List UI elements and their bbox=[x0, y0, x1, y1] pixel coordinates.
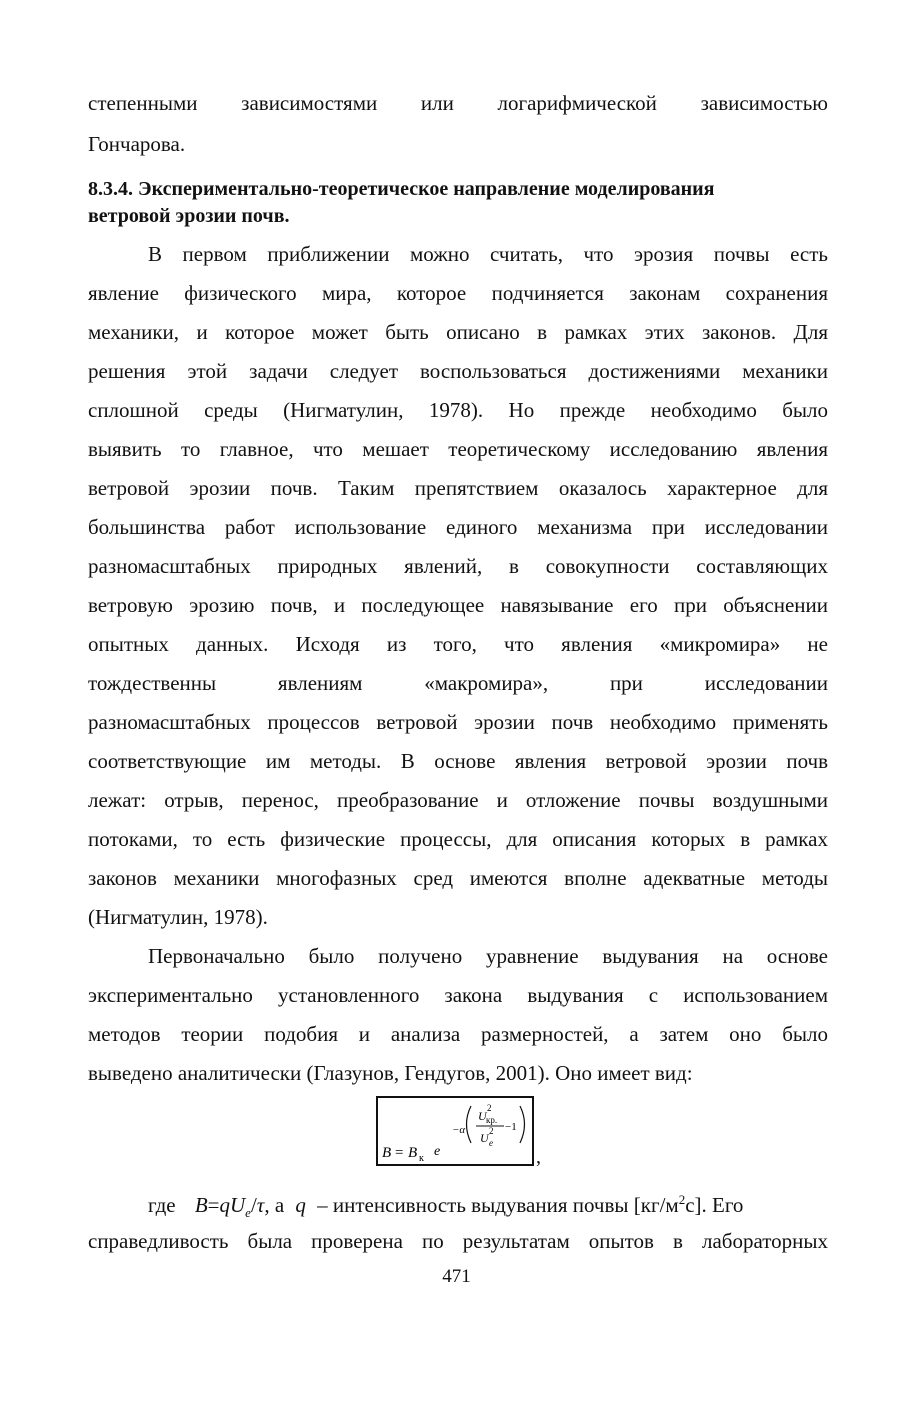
formula-exp-base: e bbox=[434, 1144, 441, 1159]
para1-line-5: сплошной среды (Нигматулин, 1978). Но прежде необходимо было bbox=[88, 398, 828, 422]
para1-line-7: ветровой эрозии почв. Таким препятствием оказалось характерное для bbox=[88, 476, 828, 500]
para1-line-1: В первом приближении можно считать, что эрозия почвы есть bbox=[148, 242, 828, 266]
where-def-B: B bbox=[194, 1193, 208, 1217]
where-q-var: q bbox=[295, 1193, 306, 1217]
formula-trailing-comma: , bbox=[536, 1146, 541, 1168]
last-text-line: справедливость была проверена по результатам опытов в лабораторных bbox=[88, 1229, 828, 1253]
para1-line-2: явление физического мира, которое подчиняется законам сохранения bbox=[88, 281, 828, 305]
formula-base-sub: к bbox=[419, 1153, 424, 1164]
para1-line-3: механики, и которое может быть описано в рамках этих законов. Для bbox=[88, 320, 828, 344]
formula-left-paren bbox=[467, 1106, 472, 1143]
formula-base: B bbox=[408, 1145, 418, 1161]
para2-line-1: Первоначально было получено уравнение выдувания на основе bbox=[148, 944, 828, 968]
formula-num-sup: 2 bbox=[487, 1103, 492, 1113]
intro-line-2: Гончарова. bbox=[88, 132, 186, 156]
para1-line-12: тождественны явлениям «макромира», при исследовании bbox=[88, 671, 828, 695]
para1-line-10: ветровую эрозию почв, и последующее навязывание его при объяснении bbox=[88, 593, 828, 617]
where-def-q: q bbox=[219, 1193, 230, 1217]
formula-num-sub: кр. bbox=[486, 1115, 498, 1125]
formula-box bbox=[376, 1096, 534, 1166]
formula-equals: = bbox=[395, 1145, 404, 1161]
para1-line-14: соответствующие им методы. В основе явления ветровой эрозии почв bbox=[88, 749, 828, 773]
where-middle: , а bbox=[264, 1193, 285, 1217]
formula-den-sub: e bbox=[489, 1138, 493, 1148]
para1-line-15: лежат: отрыв, перенос, преобразование и отложение почвы воздушными bbox=[88, 788, 828, 812]
where-text-end: с]. Его bbox=[685, 1193, 744, 1217]
formula-num-var: U bbox=[478, 1109, 487, 1123]
where-text: – интенсивность выдувания почвы [кг/м bbox=[317, 1193, 679, 1217]
where-def-eq: = bbox=[207, 1193, 220, 1217]
where-unit-sup: 2 bbox=[678, 1192, 686, 1207]
intro-line-1: степенными зависимостями или логарифмической зависимостью bbox=[88, 91, 828, 115]
where-prefix: где bbox=[148, 1193, 176, 1217]
para1-line-18: (Нигматулин, 1978). bbox=[88, 905, 268, 929]
para1-line-6: выявить то главное, что мешает теоретическому исследованию явления bbox=[88, 437, 828, 461]
para2-line-3: методов теории подобия и анализа размерностей, а затем оно было bbox=[88, 1022, 828, 1046]
para1-line-17: законов механики многофазных сред имеются вполне адекватные методы bbox=[88, 866, 828, 890]
para1-line-13: разномасштабных процессов ветровой эрозии почв необходимо применять bbox=[88, 710, 828, 734]
para1-line-9: разномасштабных природных явлений, в совокупности составляющих bbox=[88, 554, 828, 578]
formula-svg bbox=[378, 1098, 532, 1164]
para1-line-8: большинства работ использование единого механизма при исследовании bbox=[88, 515, 828, 539]
para2-line-2: экспериментально установленного закона выдувания с использованием bbox=[88, 983, 828, 1007]
where-def-tau: τ bbox=[256, 1193, 265, 1217]
page-number: 471 bbox=[442, 1266, 471, 1287]
formula-right-paren bbox=[520, 1106, 525, 1143]
para1-line-16: потоками, то есть физические процессы, для описания которых в рамках bbox=[88, 827, 828, 851]
formula-den-sup: 2 bbox=[489, 1126, 494, 1136]
formula-den-var: U bbox=[480, 1131, 489, 1145]
formula-minus-one: −1 bbox=[505, 1121, 517, 1133]
where-def-U: U bbox=[230, 1193, 246, 1217]
section-heading-line-1: 8.3.4. Экспериментально-теоретическое направление моделирования bbox=[88, 178, 715, 200]
where-definition-line bbox=[148, 1186, 828, 1227]
para2-line-4: выведено аналитически (Глазунов, Гендугов, 2001). Оно имеет вид: bbox=[88, 1061, 693, 1085]
section-heading-line-2: ветровой эрозии почв. bbox=[88, 205, 290, 227]
where-def-slash: / bbox=[250, 1193, 257, 1217]
formula-exp-coef: −α bbox=[452, 1124, 466, 1136]
where-def-U-sub: e bbox=[245, 1205, 251, 1221]
formula-lhs: B bbox=[382, 1145, 392, 1161]
para1-line-11: опытных данных. Исходя из того, что явления «микромира» не bbox=[88, 632, 828, 656]
para1-line-4: решения этой задачи следует воспользоваться достижениями механики bbox=[88, 359, 828, 383]
